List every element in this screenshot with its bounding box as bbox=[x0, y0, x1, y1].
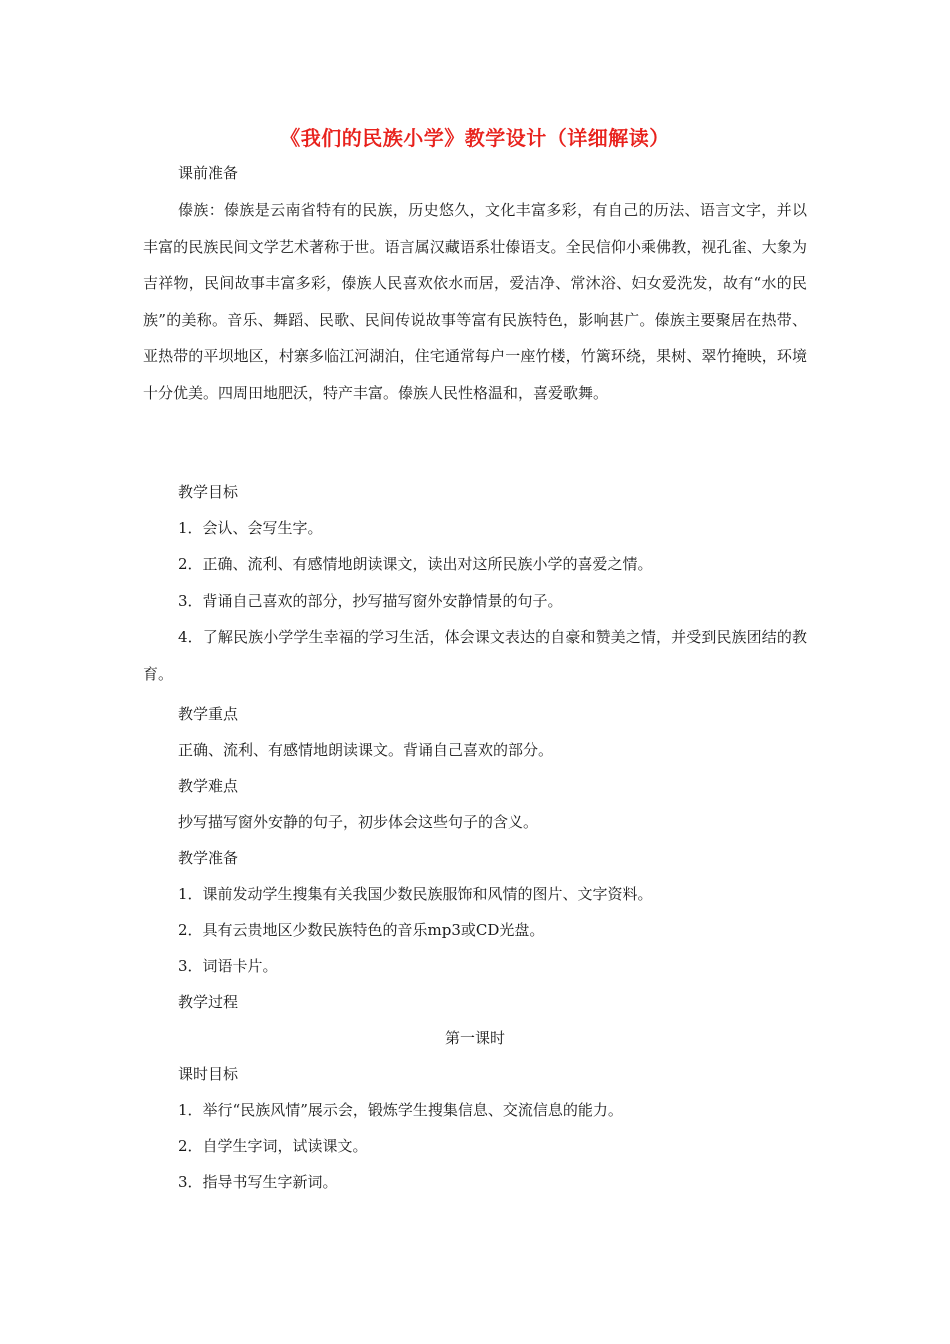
goal-item: 2．正确、流利、有感情地朗读课文，读出对这所民族小学的喜爱之情。 bbox=[178, 555, 653, 573]
materials-heading: 教学准备 bbox=[178, 849, 239, 867]
document-title: 《我们的民族小学》教学设计（详细解读） bbox=[280, 126, 670, 150]
lesson-goal-item: 2．自学生字词，试读课文。 bbox=[178, 1137, 368, 1155]
dai-paragraph: 傣族：傣族是云南省特有的民族，历史悠久，文化丰富多彩，有自己的历法、语言文字，并以丰富的民族民间文学艺术著称于世。语言属汉藏语系壮傣语支。全民信仰小乘佛教，视孔雀、大象为吉祥物，民间故事丰富多彩，傣族人民喜欢依水而居，爱洁净、常沐浴、妇女爱洗发，故有“水的民族”的美称。音乐、舞蹈、民歌、民间传说故事等富有民族特色，影响甚广。傣族主要聚居在热带、亚热带的平坝地区，村寨多临江河湖泊，住宅通常每户一座竹楼，竹篱环绕，果树、翠竹掩映，环境十分优美。四周田地肥沃，特产丰富。傣族人民性格温和，喜爱歌舞。 bbox=[143, 201, 807, 402]
goal-item: 3．背诵自己喜欢的部分，抄写描写窗外安静情景的句子。 bbox=[178, 592, 563, 610]
material-item: 2．具有云贵地区少数民族特色的音乐mp3或CD光盘。 bbox=[178, 921, 545, 939]
material-item: 3．词语卡片。 bbox=[178, 957, 278, 975]
goal-item: 1．会认、会写生字。 bbox=[178, 519, 323, 537]
lesson-goal-item: 1．举行“民族风情”展示会，锻炼学生搜集信息、交流信息的能力。 bbox=[178, 1101, 623, 1119]
goals-heading: 教学目标 bbox=[178, 483, 239, 501]
goal-item: 4．了解民族小学学生幸福的学习生活，体会课文表达的自豪和赞美之情，并受到民族团结的教育。 bbox=[143, 628, 807, 683]
key-heading: 教学重点 bbox=[178, 705, 239, 723]
material-item: 1．课前发动学生搜集有关我国少数民族服饰和风情的图片、文字资料。 bbox=[178, 885, 653, 903]
key-text: 正确、流利、有感情地朗读课文。背诵自己喜欢的部分。 bbox=[178, 741, 554, 759]
lesson-goal-item: 3．指导书写生字新词。 bbox=[178, 1173, 338, 1191]
prep-heading: 课前准备 bbox=[178, 164, 239, 182]
lesson-title: 第一课时 bbox=[444, 1029, 505, 1047]
lesson-goals-heading: 课时目标 bbox=[178, 1065, 239, 1083]
difficulty-text: 抄写描写窗外安静的句子，初步体会这些句子的含义。 bbox=[178, 813, 539, 831]
difficulty-heading: 教学难点 bbox=[178, 777, 239, 795]
process-heading: 教学过程 bbox=[178, 993, 239, 1011]
